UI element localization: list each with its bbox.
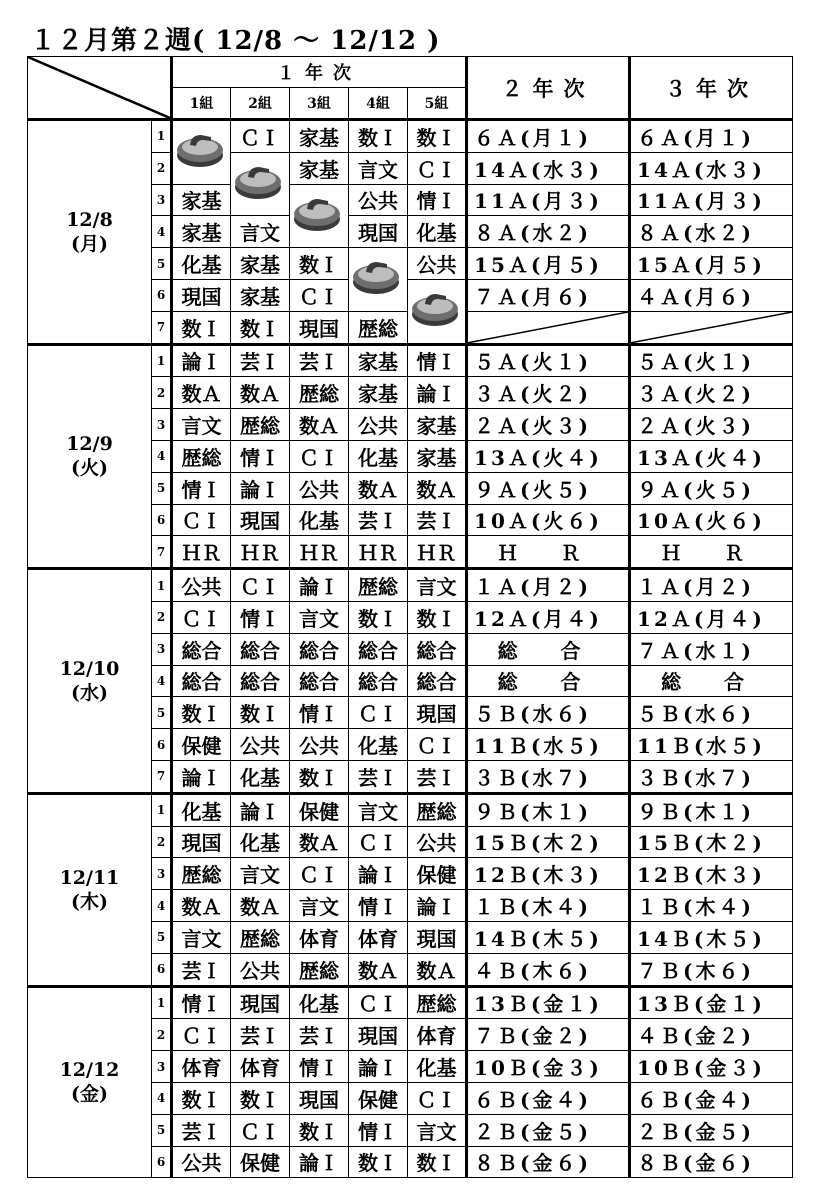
subject-cell: 総合 xyxy=(172,633,231,665)
subject-cell: 数Ｉ xyxy=(408,1146,467,1178)
year2-cell: 10Ｂ(金３) xyxy=(467,1051,630,1083)
subject-cell: 数Ｉ xyxy=(290,248,349,280)
subject-cell: 体育 xyxy=(231,1051,290,1083)
year2-cell: ３Ａ(火２) xyxy=(467,377,630,409)
subject-cell: 論Ｉ xyxy=(349,1051,408,1083)
year3-cell: ３Ａ(火２) xyxy=(630,377,793,409)
period-number: 5 xyxy=(152,248,172,280)
year2-cell: 10Ａ(火６) xyxy=(467,504,630,536)
year3-cell: １Ａ(月２) xyxy=(630,569,793,602)
subject-cell: 保健 xyxy=(408,858,467,890)
period-number: 7 xyxy=(152,536,172,569)
year3-cell: 13Ａ(火４) xyxy=(630,440,793,472)
subject-cell: ＣＩ xyxy=(172,504,231,536)
year3-cell: ８Ａ(水２) xyxy=(630,216,793,248)
subject-cell: ＣＩ xyxy=(290,279,349,311)
weekday-label: (金) xyxy=(71,1083,108,1106)
period-number: 1 xyxy=(152,793,172,826)
subject-cell: 総合 xyxy=(349,665,408,697)
period-number: 3 xyxy=(152,409,172,441)
year3-cell: 14Ａ(水３) xyxy=(630,152,793,184)
subject-cell: 現国 xyxy=(231,504,290,536)
year2-cell: 13Ａ(火４) xyxy=(467,440,630,472)
subject-cell: 総合 xyxy=(231,665,290,697)
year2-cell: ５Ａ(火１) xyxy=(467,344,630,377)
subject-cell: 総合 xyxy=(408,665,467,697)
year3-cell: ４Ｂ(金２) xyxy=(630,1019,793,1051)
subject-cell: 化基 xyxy=(172,248,231,280)
date-label: 12/12 xyxy=(59,1059,120,1082)
subject-cell: ＨＲ xyxy=(349,536,408,569)
date-label: 12/10 xyxy=(59,657,120,680)
subject-cell: 芸Ｉ xyxy=(349,760,408,793)
year3-cell: 15Ｂ(木２) xyxy=(630,826,793,858)
subject-cell: 化基 xyxy=(408,216,467,248)
table-row xyxy=(28,344,793,377)
year2-cell: １Ｂ(木４) xyxy=(467,890,630,922)
date-cell xyxy=(28,569,152,794)
year3-cell: 10Ｂ(金３) xyxy=(630,1051,793,1083)
subject-cell: ＣＩ xyxy=(231,569,290,602)
subject-cell: 数Ｉ xyxy=(290,760,349,793)
subject-cell: 体育 xyxy=(349,921,408,953)
table-row xyxy=(28,120,793,153)
subject-cell: 現国 xyxy=(290,311,349,344)
subject-cell: ＣＩ xyxy=(349,826,408,858)
subject-cell: 言文 xyxy=(172,921,231,953)
subject-cell: 歴総 xyxy=(172,858,231,890)
period-number: 4 xyxy=(152,216,172,248)
subject-cell: 言文 xyxy=(408,1114,467,1146)
table-row xyxy=(28,569,793,602)
subject-cell: 言文 xyxy=(290,890,349,922)
subject-cell: 保健 xyxy=(172,729,231,761)
subject-cell: 数Ａ xyxy=(231,890,290,922)
year3-cell: 12Ｂ(木３) xyxy=(630,858,793,890)
stone-cell xyxy=(172,120,231,153)
subject-cell: 数Ｉ xyxy=(349,601,408,633)
subject-cell: 論Ｉ xyxy=(290,569,349,602)
subject-cell: 現国 xyxy=(231,986,290,1019)
subject-cell: 家基 xyxy=(290,120,349,153)
period-number: 2 xyxy=(152,152,172,184)
subject-cell: 化基 xyxy=(408,1051,467,1083)
subject-cell: 数Ｉ xyxy=(172,311,231,344)
subject-cell: 論Ｉ xyxy=(349,858,408,890)
year2-cell: 11Ｂ(水５) xyxy=(467,729,630,761)
subject-cell: 体育 xyxy=(172,1051,231,1083)
subject-cell: 情Ｉ xyxy=(290,1051,349,1083)
subject-cell: 論Ｉ xyxy=(172,344,231,377)
period-number: 2 xyxy=(152,601,172,633)
year3-cell: ７Ａ(水１) xyxy=(630,633,793,665)
subject-cell: 数Ｉ xyxy=(290,1114,349,1146)
stone-cell xyxy=(290,184,349,216)
period-number: 1 xyxy=(152,120,172,153)
subject-cell: 数Ｉ xyxy=(172,697,231,729)
year2-cell: 15Ａ(月５) xyxy=(467,248,630,280)
year3-cell: ９Ｂ(木１) xyxy=(630,793,793,826)
subject-cell: 芸Ｉ xyxy=(172,1114,231,1146)
subject-cell: 芸Ｉ xyxy=(290,344,349,377)
header-class-2: 2組 xyxy=(231,88,290,120)
year2-cell: ９Ａ(火５) xyxy=(467,472,630,504)
subject-cell: 芸Ｉ xyxy=(349,504,408,536)
header-class-5: 5組 xyxy=(408,88,467,120)
subject-cell: 芸Ｉ xyxy=(408,760,467,793)
subject-cell: 現国 xyxy=(408,921,467,953)
year3-cell: 13Ｂ(金１) xyxy=(630,986,793,1019)
period-number: 2 xyxy=(152,826,172,858)
date-cell xyxy=(28,120,152,345)
year3-cell: 11Ａ(月３) xyxy=(630,184,793,216)
year3-cell: 11Ｂ(水５) xyxy=(630,729,793,761)
subject-cell: 総合 xyxy=(349,633,408,665)
subject-cell: 家基 xyxy=(231,248,290,280)
subject-cell: 公共 xyxy=(408,826,467,858)
curling-stone-icon xyxy=(351,252,401,296)
year2-cell: 14Ｂ(木５) xyxy=(467,921,630,953)
subject-cell: 現国 xyxy=(408,697,467,729)
subject-cell: 情Ｉ xyxy=(408,344,467,377)
year3-cell: ６Ｂ(金４) xyxy=(630,1082,793,1114)
year3-cell: ２Ｂ(金５) xyxy=(630,1114,793,1146)
subject-cell: 総合 xyxy=(231,633,290,665)
period-number: 6 xyxy=(152,1146,172,1178)
period-number: 1 xyxy=(152,569,172,602)
year2-cell: 13Ｂ(金１) xyxy=(467,986,630,1019)
subject-cell: 公共 xyxy=(172,1146,231,1178)
year3-cell: ５Ａ(火１) xyxy=(630,344,793,377)
date-cell xyxy=(28,344,152,569)
period-number: 1 xyxy=(152,986,172,1019)
subject-cell: ＣＩ xyxy=(349,697,408,729)
subject-cell: 化基 xyxy=(290,986,349,1019)
subject-cell: 言文 xyxy=(349,152,408,184)
subject-cell: 公共 xyxy=(231,953,290,986)
subject-cell: ＨＲ xyxy=(231,536,290,569)
subject-cell: ＣＩ xyxy=(408,729,467,761)
subject-cell: 情Ｉ xyxy=(290,697,349,729)
header-year1: １年次 xyxy=(172,57,467,88)
year3-cell: ３Ｂ(水７) xyxy=(630,760,793,793)
subject-cell: 数Ａ xyxy=(349,953,408,986)
stone-cell xyxy=(231,152,290,184)
year2-cell: 15Ｂ(木２) xyxy=(467,826,630,858)
year2-cell: ８Ｂ(金６) xyxy=(467,1146,630,1178)
weekday-label: (木) xyxy=(71,890,108,913)
subject-cell: 数Ａ xyxy=(172,377,231,409)
subject-cell: 保健 xyxy=(231,1146,290,1178)
subject-cell: 家基 xyxy=(349,377,408,409)
subject-cell: 言文 xyxy=(290,601,349,633)
period-number: 2 xyxy=(152,1019,172,1051)
page-title: １２月第２週( 12/8 〜 12/12 ) xyxy=(30,26,441,56)
period-number: 5 xyxy=(152,1114,172,1146)
year3-cell: ９Ａ(火５) xyxy=(630,472,793,504)
subject-cell: 化基 xyxy=(231,826,290,858)
year2-cell: ６Ｂ(金４) xyxy=(467,1082,630,1114)
year3-cell: １Ｂ(木４) xyxy=(630,890,793,922)
header-class-1: 1組 xyxy=(172,88,231,120)
period-number: 4 xyxy=(152,440,172,472)
period-number: 1 xyxy=(152,344,172,377)
subject-cell: 芸Ｉ xyxy=(408,504,467,536)
subject-cell: 論Ｉ xyxy=(231,793,290,826)
timetable xyxy=(27,56,793,1178)
subject-cell: ＣＩ xyxy=(290,440,349,472)
subject-cell: 情Ｉ xyxy=(172,986,231,1019)
subject-cell: 現国 xyxy=(290,1082,349,1114)
subject-cell: 芸Ｉ xyxy=(231,344,290,377)
year2-cell: 12Ｂ(木３) xyxy=(467,858,630,890)
year3-cell: 10Ａ(火６) xyxy=(630,504,793,536)
subject-cell: 歴総 xyxy=(408,986,467,1019)
subject-cell: ＨＲ xyxy=(172,536,231,569)
date-label: 12/11 xyxy=(59,866,120,889)
subject-cell: 家基 xyxy=(231,279,290,311)
header-class-3: 3組 xyxy=(290,88,349,120)
period-number: 5 xyxy=(152,472,172,504)
subject-cell: 言文 xyxy=(349,793,408,826)
empty-slash-cell xyxy=(467,311,630,344)
weekday-label: (月) xyxy=(71,232,108,255)
period-number: 7 xyxy=(152,311,172,344)
subject-cell: ＣＩ xyxy=(408,1082,467,1114)
subject-cell: 論Ｉ xyxy=(408,890,467,922)
subject-cell: 公共 xyxy=(172,569,231,602)
subject-cell: 数Ａ xyxy=(349,472,408,504)
subject-cell: 芸Ｉ xyxy=(172,953,231,986)
subject-cell: 保健 xyxy=(349,1082,408,1114)
subject-cell: 情Ｉ xyxy=(172,472,231,504)
subject-cell: 歴総 xyxy=(408,793,467,826)
year3-cell: ６Ａ(月１) xyxy=(630,120,793,153)
date-label: 12/8 xyxy=(66,208,113,231)
subject-cell: 数Ｉ xyxy=(231,1082,290,1114)
header-year3: ３年次 xyxy=(630,57,793,120)
year2-cell: ２Ｂ(金５) xyxy=(467,1114,630,1146)
subject-cell: 化基 xyxy=(290,504,349,536)
subject-cell: 体育 xyxy=(408,1019,467,1051)
period-number: 2 xyxy=(152,377,172,409)
year3-cell: Ｈ Ｒ xyxy=(630,536,793,569)
subject-cell: 情Ｉ xyxy=(231,440,290,472)
year3-cell: ５Ｂ(水６) xyxy=(630,697,793,729)
period-number: 6 xyxy=(152,729,172,761)
subject-cell: ＣＩ xyxy=(408,152,467,184)
subject-cell: 公共 xyxy=(408,248,467,280)
year2-cell: 総 合 xyxy=(467,633,630,665)
year2-cell: ４Ｂ(木６) xyxy=(467,953,630,986)
year3-cell: 12Ａ(月４) xyxy=(630,601,793,633)
subject-cell: 総合 xyxy=(408,633,467,665)
subject-cell: 家基 xyxy=(172,216,231,248)
year3-cell: ８Ｂ(金６) xyxy=(630,1146,793,1178)
year2-cell: ９Ｂ(木１) xyxy=(467,793,630,826)
period-number: 3 xyxy=(152,184,172,216)
year2-cell: ２Ａ(火３) xyxy=(467,409,630,441)
subject-cell: 現国 xyxy=(349,216,408,248)
period-number: 7 xyxy=(152,760,172,793)
subject-cell: 現国 xyxy=(349,1019,408,1051)
subject-cell: 数Ｉ xyxy=(172,1082,231,1114)
year2-cell: ７Ａ(月６) xyxy=(467,279,630,311)
subject-cell: 現国 xyxy=(172,826,231,858)
subject-cell: 数Ｉ xyxy=(349,1146,408,1178)
subject-cell: 総合 xyxy=(290,665,349,697)
year2-cell: 総 合 xyxy=(467,665,630,697)
subject-cell: 化基 xyxy=(349,440,408,472)
year3-cell: ７Ｂ(木６) xyxy=(630,953,793,986)
empty-slash-cell xyxy=(630,311,793,344)
subject-cell: 情Ｉ xyxy=(408,184,467,216)
subject-cell: 歴総 xyxy=(290,953,349,986)
subject-cell: ＣＩ xyxy=(349,986,408,1019)
header-year2: ２年次 xyxy=(467,57,630,120)
period-number: 4 xyxy=(152,665,172,697)
subject-cell: 歴総 xyxy=(231,921,290,953)
subject-cell: 論Ｉ xyxy=(172,760,231,793)
subject-cell: 家基 xyxy=(408,409,467,441)
year2-cell: ３Ｂ(水７) xyxy=(467,760,630,793)
subject-cell: 論Ｉ xyxy=(231,472,290,504)
year3-cell: 総 合 xyxy=(630,665,793,697)
subject-cell: 公共 xyxy=(231,729,290,761)
subject-cell: 歴総 xyxy=(349,311,408,344)
subject-cell: 歴総 xyxy=(290,377,349,409)
subject-cell: 歴総 xyxy=(349,569,408,602)
year2-cell: ５Ｂ(水６) xyxy=(467,697,630,729)
subject-cell: 数Ａ xyxy=(172,890,231,922)
subject-cell: 芸Ｉ xyxy=(231,1019,290,1051)
subject-cell: 歴総 xyxy=(172,440,231,472)
subject-cell: ＣＩ xyxy=(231,120,290,153)
year3-cell: ２Ａ(火３) xyxy=(630,409,793,441)
curling-stone-icon xyxy=(292,189,342,233)
subject-cell: ＣＩ xyxy=(172,1019,231,1051)
subject-cell: 論Ｉ xyxy=(408,377,467,409)
subject-cell: 体育 xyxy=(290,921,349,953)
subject-cell: ＣＩ xyxy=(290,858,349,890)
table-row xyxy=(28,986,793,1019)
year2-cell: 12Ａ(月４) xyxy=(467,601,630,633)
subject-cell: 化基 xyxy=(349,729,408,761)
year3-cell: 15Ａ(月５) xyxy=(630,248,793,280)
period-number: 3 xyxy=(152,858,172,890)
subject-cell: 化基 xyxy=(231,760,290,793)
subject-cell: 数Ｉ xyxy=(408,601,467,633)
subject-cell: 言文 xyxy=(231,858,290,890)
subject-cell: 論Ｉ xyxy=(290,1146,349,1178)
curling-stone-icon xyxy=(233,157,283,201)
subject-cell: 家基 xyxy=(290,152,349,184)
subject-cell: 現国 xyxy=(172,279,231,311)
stone-cell xyxy=(408,279,467,311)
period-number: 6 xyxy=(152,953,172,986)
subject-cell: 芸Ｉ xyxy=(290,1019,349,1051)
subject-cell: 化基 xyxy=(172,793,231,826)
period-number: 4 xyxy=(152,890,172,922)
weekday-label: (火) xyxy=(71,457,108,480)
date-cell xyxy=(28,793,152,986)
period-number: 5 xyxy=(152,921,172,953)
date-cell xyxy=(28,986,152,1178)
curling-stone-icon xyxy=(175,125,225,169)
subject-cell: 言文 xyxy=(172,409,231,441)
subject-cell: 歴総 xyxy=(231,409,290,441)
year3-cell: 14Ｂ(木５) xyxy=(630,921,793,953)
subject-cell: 家基 xyxy=(172,184,231,216)
year3-cell: ４Ａ(月６) xyxy=(630,279,793,311)
subject-cell: 数Ｉ xyxy=(349,120,408,153)
subject-cell: ＨＲ xyxy=(290,536,349,569)
year2-cell: ６Ａ(月１) xyxy=(467,120,630,153)
period-number: 6 xyxy=(152,504,172,536)
subject-cell: 情Ｉ xyxy=(349,1114,408,1146)
subject-cell: 総合 xyxy=(172,665,231,697)
subject-cell: 数Ａ xyxy=(408,472,467,504)
period-number: 5 xyxy=(152,697,172,729)
year2-cell: 11Ａ(月３) xyxy=(467,184,630,216)
subject-cell: 公共 xyxy=(349,184,408,216)
period-number: 3 xyxy=(152,1051,172,1083)
year2-cell: 14Ａ(水３) xyxy=(467,152,630,184)
subject-cell: 総合 xyxy=(290,633,349,665)
period-number: 4 xyxy=(152,1082,172,1114)
subject-cell: 家基 xyxy=(349,344,408,377)
subject-cell: 数Ｉ xyxy=(231,697,290,729)
subject-cell: 情Ｉ xyxy=(231,601,290,633)
subject-cell: 数Ａ xyxy=(290,826,349,858)
year2-cell: １Ａ(月２) xyxy=(467,569,630,602)
subject-cell: 数Ａ xyxy=(231,377,290,409)
subject-cell: 数Ａ xyxy=(408,953,467,986)
subject-cell: 言文 xyxy=(231,216,290,248)
table-row xyxy=(28,793,793,826)
subject-cell: ＣＩ xyxy=(231,1114,290,1146)
subject-cell: ＨＲ xyxy=(408,536,467,569)
subject-cell: 家基 xyxy=(408,440,467,472)
subject-cell: 数Ｉ xyxy=(408,120,467,153)
header-class-4: 4組 xyxy=(349,88,408,120)
year2-cell: ８Ａ(水２) xyxy=(467,216,630,248)
period-number: 6 xyxy=(152,279,172,311)
subject-cell: 数Ａ xyxy=(290,409,349,441)
subject-cell: 公共 xyxy=(349,409,408,441)
subject-cell: 言文 xyxy=(408,569,467,602)
weekday-label: (水) xyxy=(71,681,108,704)
curling-stone-icon xyxy=(410,284,460,328)
subject-cell: 数Ｉ xyxy=(231,311,290,344)
corner-cell xyxy=(28,57,172,120)
subject-cell: 公共 xyxy=(290,729,349,761)
stone-cell xyxy=(349,248,408,280)
period-number: 3 xyxy=(152,633,172,665)
subject-cell: ＣＩ xyxy=(172,601,231,633)
subject-cell: 公共 xyxy=(290,472,349,504)
subject-cell: 保健 xyxy=(290,793,349,826)
year2-cell: Ｈ Ｒ xyxy=(467,536,630,569)
subject-cell: 情Ｉ xyxy=(349,890,408,922)
year2-cell: ７Ｂ(金２) xyxy=(467,1019,630,1051)
date-label: 12/9 xyxy=(66,433,113,456)
